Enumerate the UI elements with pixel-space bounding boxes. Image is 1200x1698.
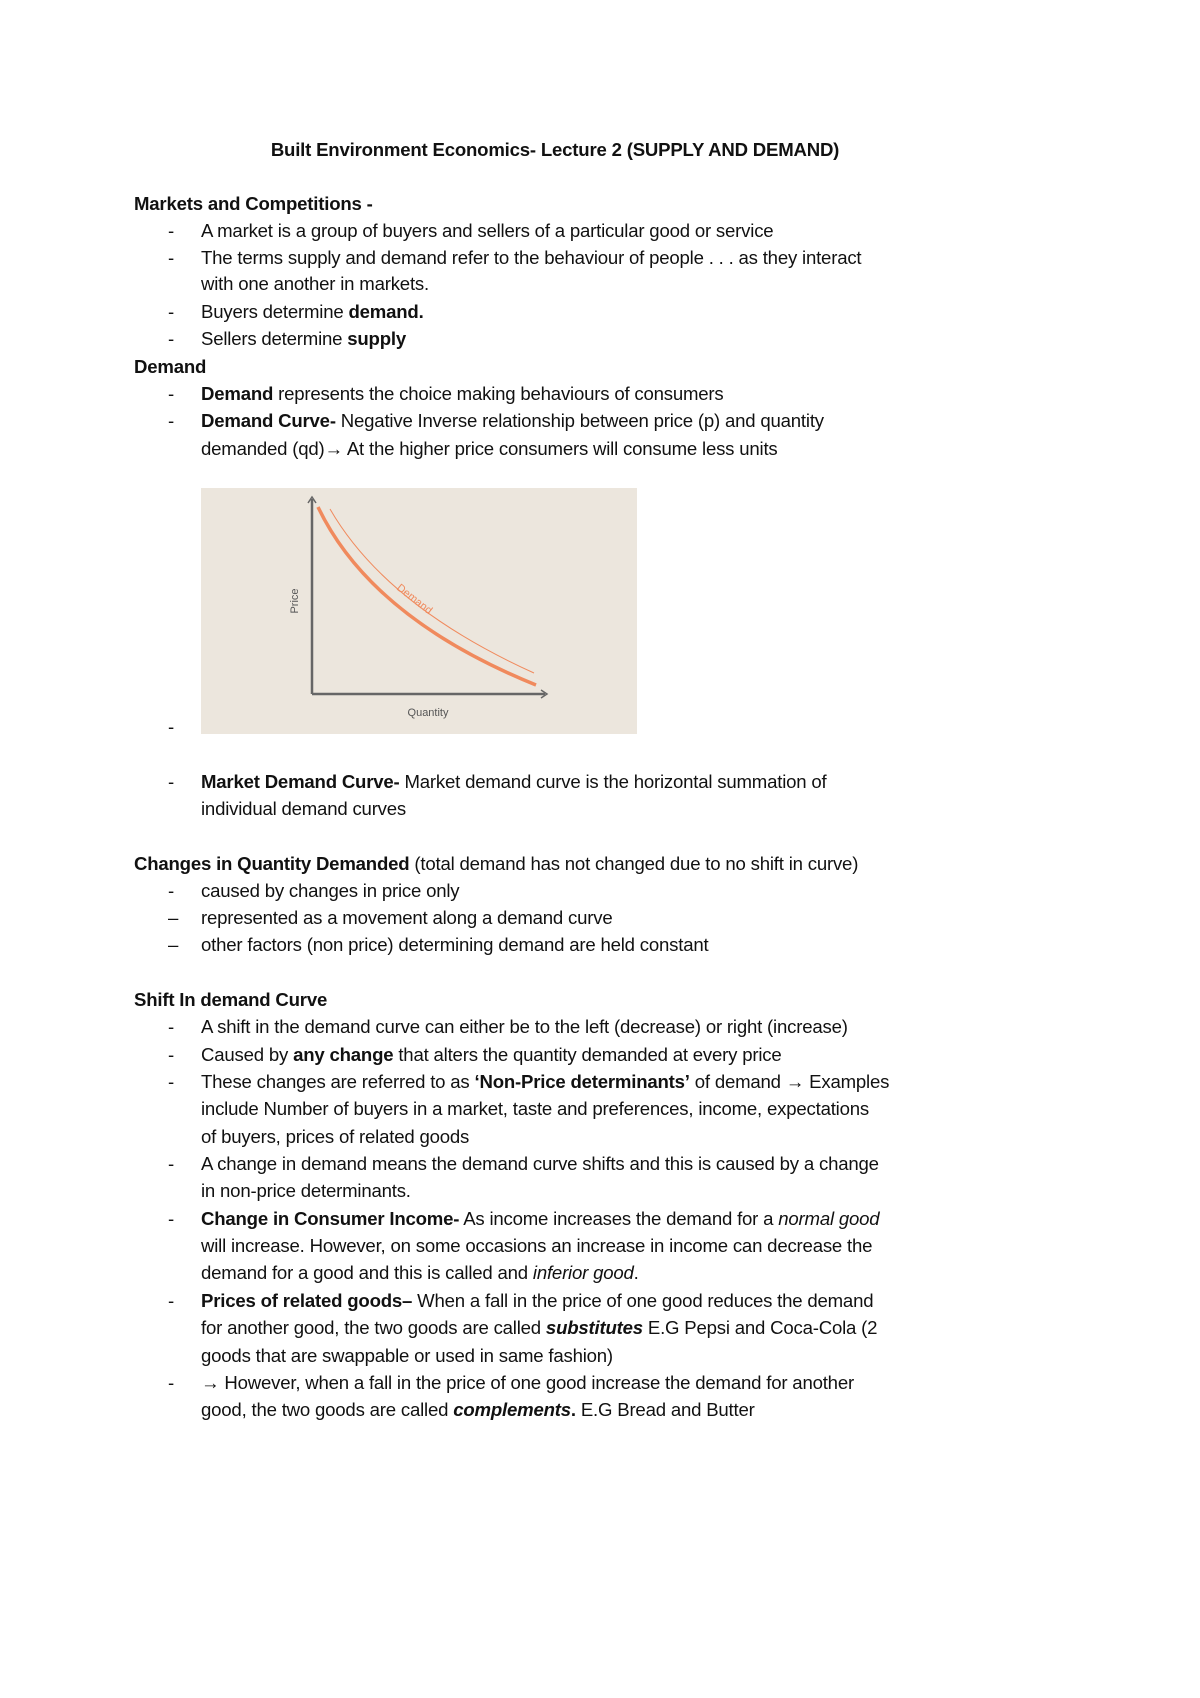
text-run: complements xyxy=(453,1399,571,1420)
section-heading xyxy=(134,191,373,217)
text-run: Demand Curve- xyxy=(201,410,336,431)
text-run: Prices of related goods– xyxy=(201,1290,413,1311)
document-title: Built Environment Economics- Lecture 2 (SUPPLY AND DEMAND) xyxy=(270,139,840,160)
text-run: demand. xyxy=(348,301,424,322)
text-run: . xyxy=(633,1262,639,1283)
list-item xyxy=(201,218,773,244)
x-axis-label: Quantity xyxy=(407,707,449,719)
bullet-marker: - xyxy=(168,383,175,404)
text-run: with one another in markets. xyxy=(201,273,429,294)
text-run: Markets and Competitions - xyxy=(134,193,373,214)
list-item-continuation xyxy=(201,1124,469,1150)
bullet-marker: - xyxy=(168,1016,175,1037)
text-run: caused by changes in price only xyxy=(201,880,460,901)
y-axis-label: Price xyxy=(289,588,301,614)
list-item xyxy=(201,878,459,904)
section-heading xyxy=(134,987,327,1013)
text-run: of demand → Examples xyxy=(689,1071,890,1092)
text-run: represents the choice making behaviours of consumers xyxy=(273,383,724,404)
list-item-continuation xyxy=(201,1315,877,1341)
bullet-marker: - xyxy=(168,1044,175,1065)
list-item-continuation xyxy=(201,1233,872,1259)
text-run: in non-price determinants. xyxy=(201,1180,411,1201)
text-run: normal good xyxy=(778,1208,880,1229)
list-item-continuation xyxy=(201,1397,755,1423)
text-run: ‘Non-Price determinants’ xyxy=(474,1071,690,1092)
bullet-marker: - xyxy=(168,1290,175,1311)
text-run: Demand xyxy=(201,383,274,404)
text-run: of buyers, prices of related goods xyxy=(201,1126,470,1147)
text-run: . xyxy=(570,1399,576,1420)
section-heading xyxy=(134,851,858,877)
bullet-marker: - xyxy=(168,301,175,322)
text-run: supply xyxy=(347,328,406,349)
bullet-marker: - xyxy=(168,247,175,268)
list-item xyxy=(201,1151,879,1177)
text-run: Caused by xyxy=(201,1044,294,1065)
list-item-continuation xyxy=(201,1178,411,1204)
bullet-marker: - xyxy=(168,328,175,349)
demand-curve-figure xyxy=(201,488,637,734)
list-item xyxy=(201,1042,782,1068)
text-run: Change in Consumer Income- xyxy=(201,1208,460,1229)
text-run: goods that are swappable or used in same fashion) xyxy=(201,1345,613,1366)
text-run: E.G Bread and Butter xyxy=(575,1399,755,1420)
text-run: represented as a movement along a demand curve xyxy=(201,907,613,928)
list-item xyxy=(201,381,724,407)
curve-label: Demand xyxy=(394,581,435,617)
text-run: demanded (qd)→ At the higher price consumers will consume less units xyxy=(201,438,778,459)
bullet-marker: - xyxy=(168,410,175,431)
bullet-marker: - xyxy=(168,880,175,901)
list-item xyxy=(201,1206,879,1232)
bullet-marker: – xyxy=(168,907,179,928)
text-run: include Number of buyers in a market, taste and preferences, income, expectations xyxy=(201,1098,869,1119)
text-run: good, the two goods are called xyxy=(201,1399,454,1420)
text-run: other factors (non price) determining demand are held constant xyxy=(201,934,709,955)
text-run: Market Demand Curve- xyxy=(201,771,400,792)
list-item xyxy=(201,408,824,434)
text-run: demand for a good and this is called and xyxy=(201,1262,533,1283)
text-run: Shift In demand Curve xyxy=(134,989,328,1010)
text-run: inferior good xyxy=(532,1262,634,1283)
list-item xyxy=(201,1014,848,1040)
figure-background xyxy=(201,488,637,734)
text-run: any change xyxy=(293,1044,394,1065)
text-run: E.G Pepsi and Coca-Cola (2 xyxy=(642,1317,878,1338)
bullet-marker: - xyxy=(168,1372,175,1393)
list-item-continuation xyxy=(201,1260,639,1286)
text-run: Demand xyxy=(134,356,207,377)
bullet-marker: – xyxy=(168,934,179,955)
list-item xyxy=(201,245,861,271)
list-item xyxy=(201,932,708,958)
list-item xyxy=(201,1370,854,1396)
bullet-marker: - xyxy=(168,771,175,792)
text-run: Negative Inverse relationship between price (p) and quantity xyxy=(335,410,824,431)
text-run: The terms supply and demand refer to the behaviour of people . . . as they interact xyxy=(201,247,862,268)
text-run: These changes are referred to as xyxy=(201,1071,475,1092)
text-run: for another good, the two goods are called xyxy=(201,1317,546,1338)
bullet-marker: - xyxy=(168,1071,175,1092)
text-run: Market demand curve is the horizontal summation of xyxy=(399,771,827,792)
list-item-continuation xyxy=(201,796,406,822)
text-run: A change in demand means the demand curve shifts and this is caused by a change xyxy=(201,1153,879,1174)
list-item xyxy=(201,905,612,931)
list-item xyxy=(201,299,424,325)
text-run: → xyxy=(201,1372,220,1393)
bullet-marker: - xyxy=(168,1153,175,1174)
list-item xyxy=(201,326,406,352)
text-run: Buyers determine xyxy=(201,301,349,322)
text-run: substitutes xyxy=(545,1317,643,1338)
list-item-continuation xyxy=(201,1096,869,1122)
text-run: individual demand curves xyxy=(201,798,407,819)
list-item-continuation xyxy=(201,1343,613,1369)
text-run: When a fall in the price of one good reduces the demand xyxy=(412,1290,874,1311)
text-run: Changes in Quantity Demanded xyxy=(134,853,410,874)
bullet-marker: - xyxy=(168,1208,175,1229)
bullet-marker: - xyxy=(168,220,175,241)
text-run: However, when a fall in the price of one good increase the demand for another xyxy=(219,1372,854,1393)
list-item-continuation xyxy=(201,271,429,297)
list-item xyxy=(201,1069,889,1095)
list-item xyxy=(201,769,826,795)
text-run: A market is a group of buyers and sellers of a particular good or service xyxy=(201,220,774,241)
list-item-continuation xyxy=(201,436,778,462)
text-run: will increase. However, on some occasions an increase in income can decrease the xyxy=(201,1235,873,1256)
text-run: A shift in the demand curve can either be to the left (decrease) or right (increase) xyxy=(201,1016,848,1037)
text-run: that alters the quantity demanded at every price xyxy=(393,1044,782,1065)
text-run: As income increases the demand for a xyxy=(459,1208,779,1229)
bullet-marker: - xyxy=(168,716,175,737)
text-run: (total demand has not changed due to no shift in curve) xyxy=(409,853,859,874)
text-run: Sellers determine xyxy=(201,328,348,349)
list-item xyxy=(201,1288,873,1314)
section-heading xyxy=(134,354,206,380)
